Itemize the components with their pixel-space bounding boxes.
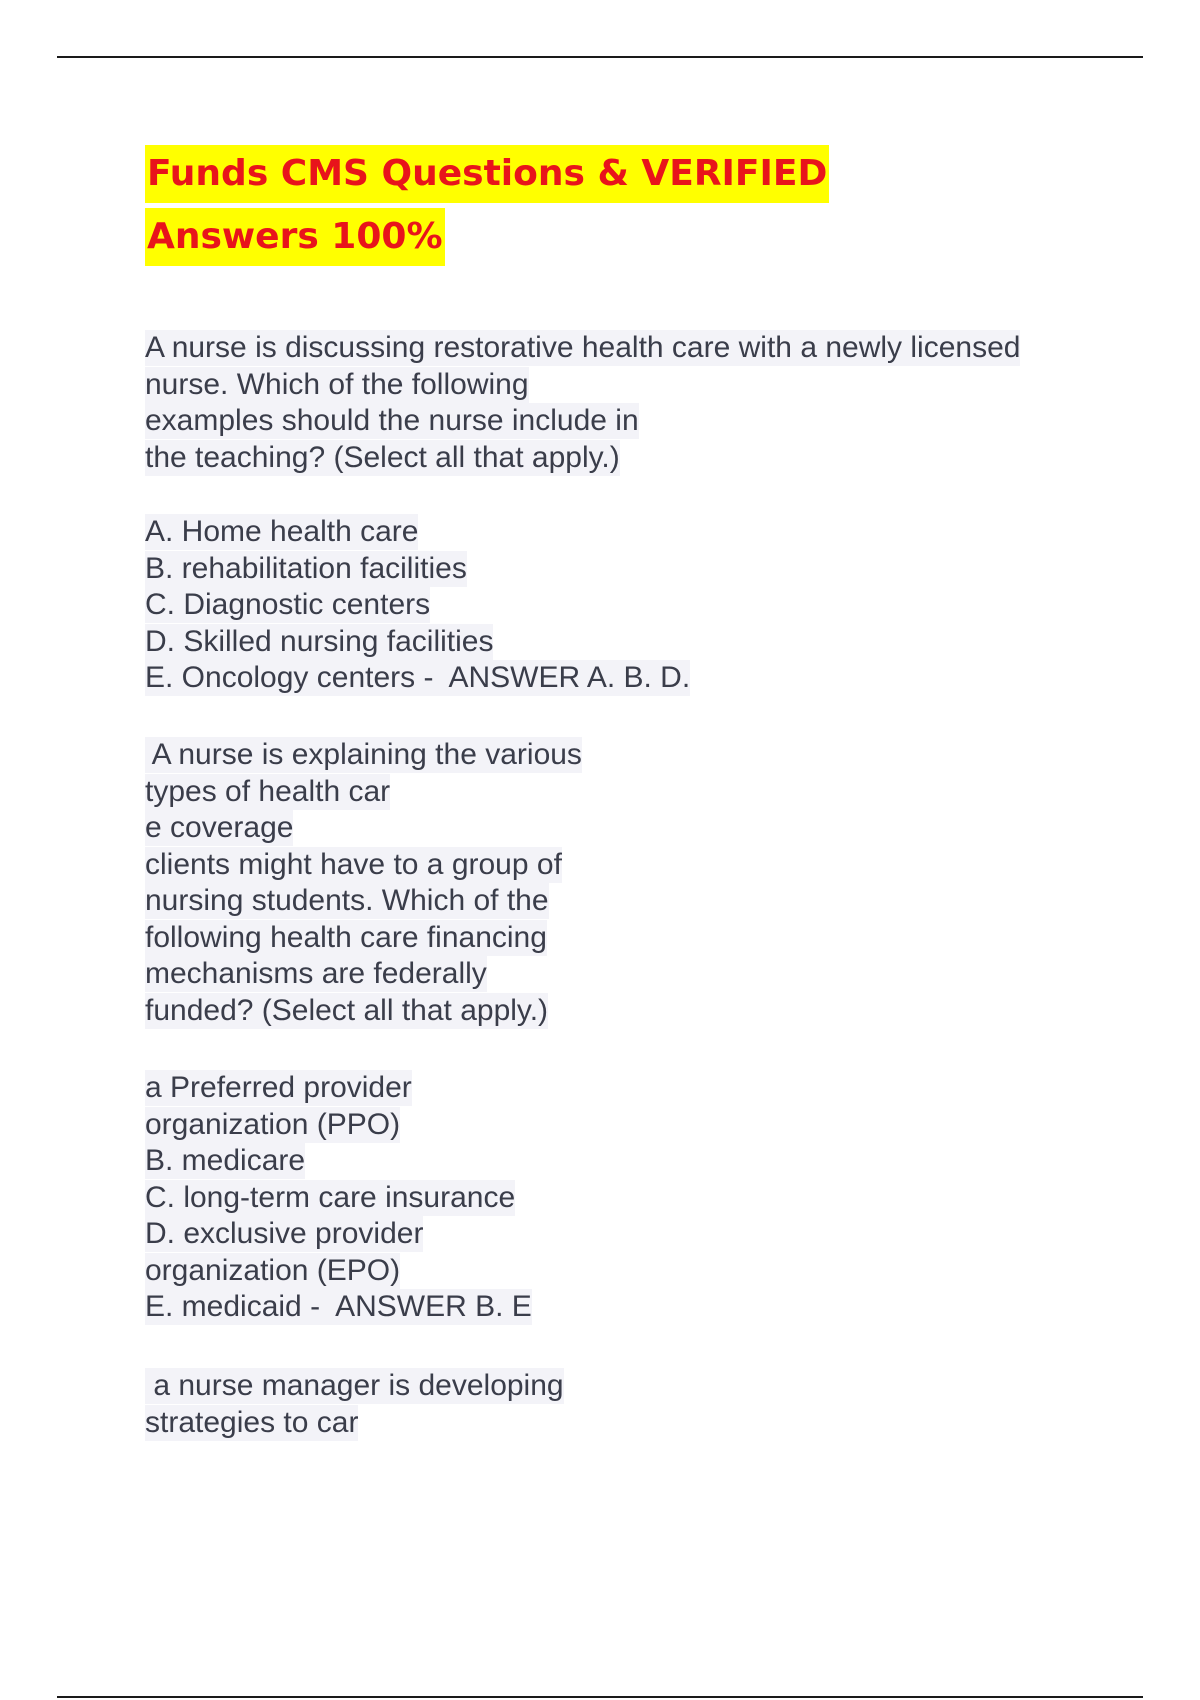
question-2-option: D. exclusive provider bbox=[145, 1217, 424, 1250]
question-2-option: C. long-term care insurance bbox=[145, 1180, 516, 1214]
question-2-stem bbox=[145, 737, 582, 1029]
question-2-option: a Preferred provider bbox=[145, 1071, 412, 1104]
question-2-stem-line: clients might have to a group of bbox=[145, 847, 562, 881]
question-1-option: B. rehabilitation facilities bbox=[145, 551, 467, 585]
question-1-options bbox=[145, 514, 690, 697]
footer-rule bbox=[57, 1696, 1143, 1698]
question-1-stem-line: the teaching? (Select all that apply.) bbox=[145, 440, 620, 474]
question-2-option: organization (EPO) bbox=[145, 1253, 401, 1287]
title-line-2: Answers 100% bbox=[145, 208, 445, 266]
question-2-stem-line: types of health car bbox=[145, 774, 391, 808]
question-2-options bbox=[145, 1070, 532, 1326]
header-rule bbox=[57, 56, 1143, 58]
question-3-stem-line: a nurse manager is developing bbox=[145, 1369, 564, 1402]
question-2-stem-line: nursing students. Which of the bbox=[145, 884, 549, 917]
question-2-option: B. medicare bbox=[145, 1144, 306, 1177]
question-1-option: A. Home health care bbox=[145, 515, 419, 548]
question-2-stem-line: e coverage bbox=[145, 811, 294, 844]
question-2-stem-line: A nurse is explaining the various bbox=[145, 738, 582, 771]
question-1-stem-line: nurse. Which of the following bbox=[145, 367, 529, 401]
question-2-option-with-answer: E. medicaid - ANSWER B. E bbox=[145, 1290, 532, 1323]
question-2-stem-line: following health care financing bbox=[145, 920, 547, 954]
question-1-option: C. Diagnostic centers bbox=[145, 588, 431, 621]
document-title bbox=[145, 145, 829, 271]
question-3-stem bbox=[145, 1368, 564, 1441]
question-2-option: organization (PPO) bbox=[145, 1107, 401, 1141]
question-1-option-with-answer: E. Oncology centers - ANSWER A. B. D. bbox=[145, 661, 691, 694]
question-2-stem-line: mechanisms are federally bbox=[145, 957, 487, 990]
question-2-stem-line: funded? (Select all that apply.) bbox=[145, 993, 549, 1027]
question-1-stem-line: examples should the nurse include in bbox=[145, 404, 639, 437]
title-line-1: Funds CMS Questions & VERIFIED bbox=[145, 145, 829, 203]
question-1-option: D. Skilled nursing facilities bbox=[145, 624, 494, 658]
question-1-stem-line: A nurse is discussing restorative health care with a newly licensed bbox=[145, 331, 1021, 364]
question-3-stem-line: strategies to car bbox=[145, 1405, 359, 1439]
question-1-stem bbox=[145, 330, 1020, 476]
